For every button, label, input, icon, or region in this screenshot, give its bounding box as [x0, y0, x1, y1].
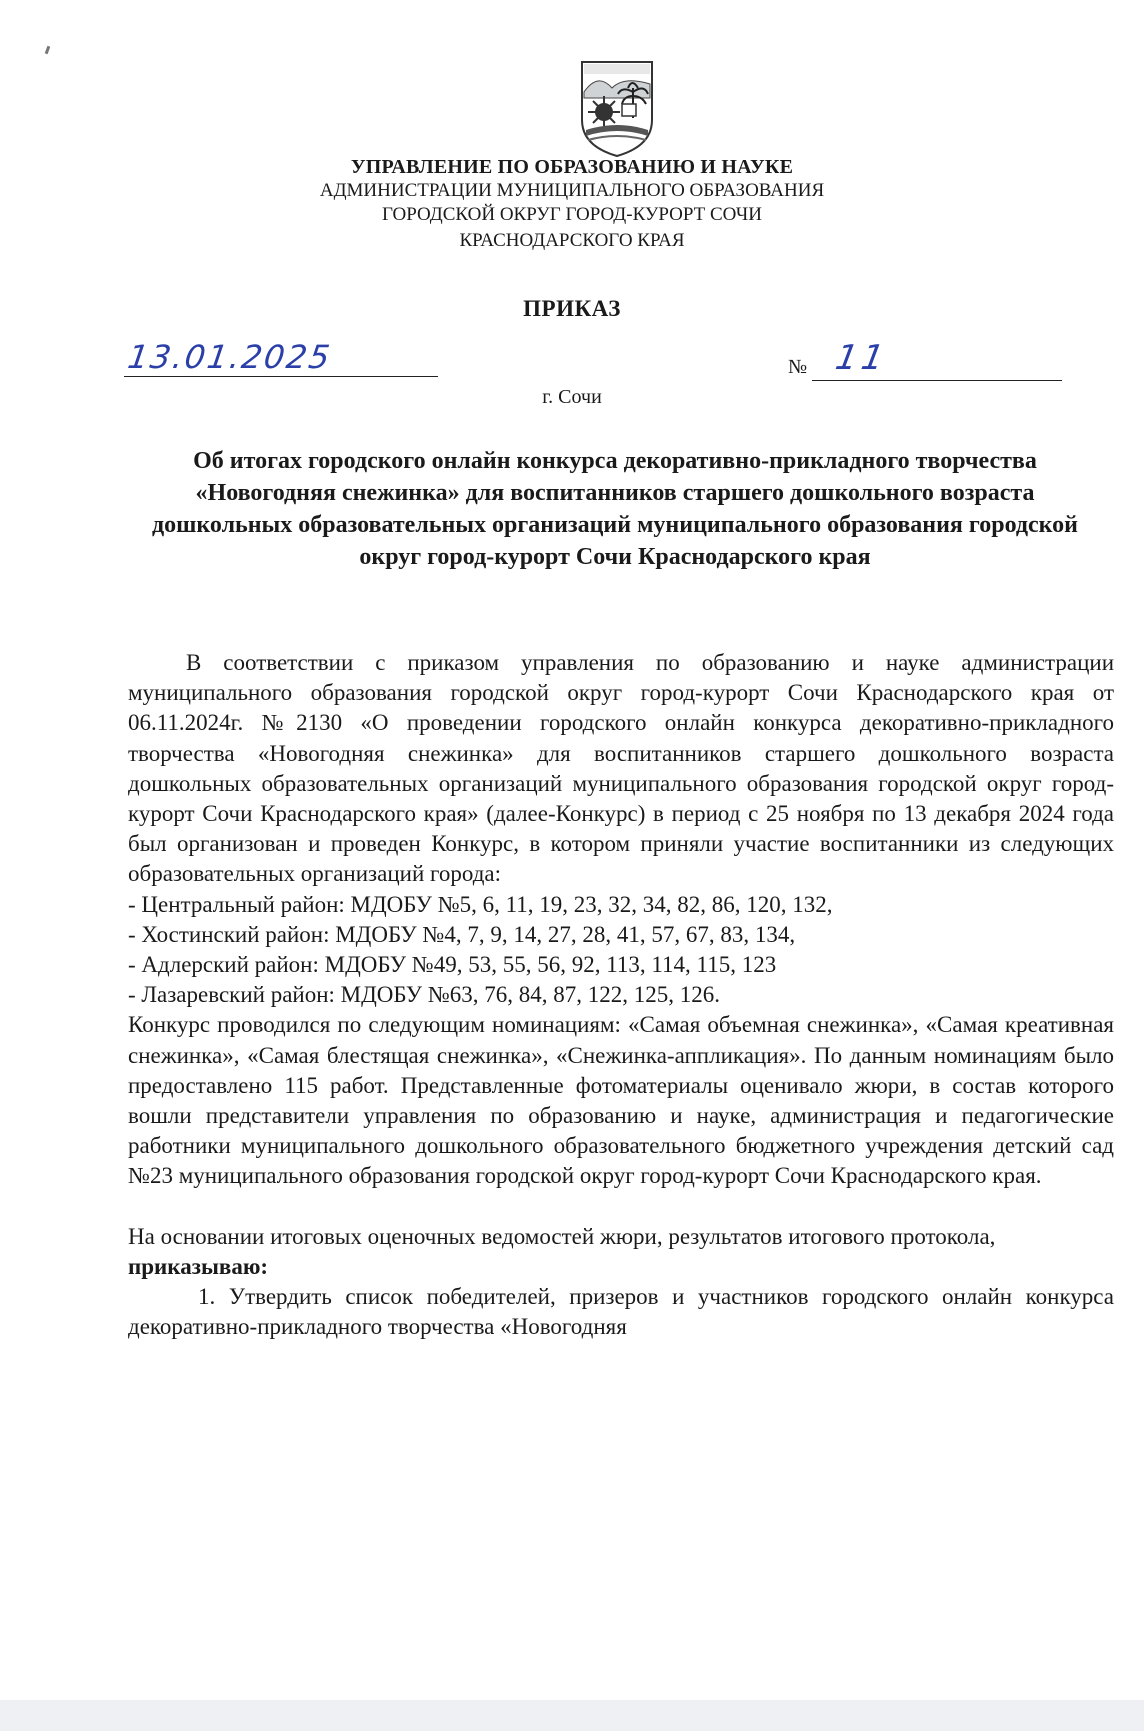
date-underline: [124, 376, 438, 377]
handwritten-number: 11: [832, 338, 891, 378]
order-word: приказываю:: [128, 1253, 269, 1279]
administration-line-3: КРАСНОДАРСКОГО КРАЯ: [459, 230, 685, 251]
district-item: - Хостинский район: МДОБУ №4, 7, 9, 14, 27, 28, 41, 57, 67, 83, 134,: [128, 921, 796, 947]
number-label: №: [788, 356, 808, 378]
document-title: Об итогах городского онлайн конкурса декоративно-прикладного творчества «Новогодняя снежинка» для воспитанников старшего дошкольного возраста дошкольных образовательных организаций муниципального образования городской округ город-курорт Сочи Краснодарского края: [151, 448, 1079, 570]
city-name: г. Сочи: [542, 386, 602, 408]
scan-bottom-edge: [0, 1700, 1144, 1731]
district-item: - Адлерский район: МДОБУ №49, 53, 55, 56, 92, 113, 114, 115, 123: [128, 952, 777, 978]
administration-line-1: АДМИНИСТРАЦИИ МУНИЦИПАЛЬНОГО ОБРАЗОВАНИЯ: [319, 180, 825, 201]
intro-paragraph: В соответствии с приказом управления по образованию и науке администрации муниципального образования городской округ город-курорт Сочи Краснодарского края от 06.11.2024г. №2130 «О проведении городского онлайн конкурса декоративно-прикладного творчества «Новогодняя снежинка» для воспитанников старшего дошкольного возраста дошкольных образовательных организаций муниципального образования городской округ город-курорт Сочи Краснодарского края» (далее-Конкурс) в период с 25 ноября по 13 декабря 2024 года был организован и проведен Конкурс, в котором приняли участие воспитанники из следующих образовательных организаций города:: [128, 650, 1114, 887]
number-underline: [812, 380, 1062, 381]
coat-of-arms-icon: [578, 58, 656, 158]
order-item-1: 1. Утвердить список победителей, призеров и участников городского онлайн конкурса декоративно-прикладного творчества «Новогодняя: [128, 1284, 1114, 1340]
document-body: [128, 648, 1114, 1342]
district-item: - Лазаревский район: МДОБУ №63, 76, 84, 87, 122, 125, 126.: [128, 982, 721, 1008]
document-type: ПРИКАЗ: [523, 296, 621, 321]
scan-speck: [45, 46, 51, 55]
nominations-paragraph: Конкурс проводился по следующим номинациям: «Самая объемная снежинка», «Самая креативная снежинка», «Самая блестящая снежинка», «Снежинка-аппликация». По данным номинациям было предоставлено 115 работ. Представленные фотоматериалы оценивало жюри, в состав которого вошли представители управления по образованию и науке, администрация и педагогические работники муниципального дошкольного образовательного бюджетного учреждения детский сад №23 муниципального образования городской округ город-курорт Сочи Краснодарского края.: [128, 1012, 1114, 1189]
paragraph-gap: [128, 1192, 1114, 1222]
department-name: УПРАВЛЕНИЕ ПО ОБРАЗОВАНИЮ И НАУКЕ: [350, 156, 794, 178]
handwritten-date: 13.01.2025: [125, 338, 334, 376]
district-item: - Центральный район: МДОБУ №5, 6, 11, 19, 23, 32, 34, 82, 86, 120, 132,: [128, 891, 833, 917]
basis-paragraph: На основании итоговых оценочных ведомостей жюри, результатов итогового протокола,: [128, 1223, 996, 1249]
administration-line-2: ГОРОДСКОЙ ОКРУГ ГОРОД-КУРОРТ СОЧИ: [381, 204, 762, 225]
